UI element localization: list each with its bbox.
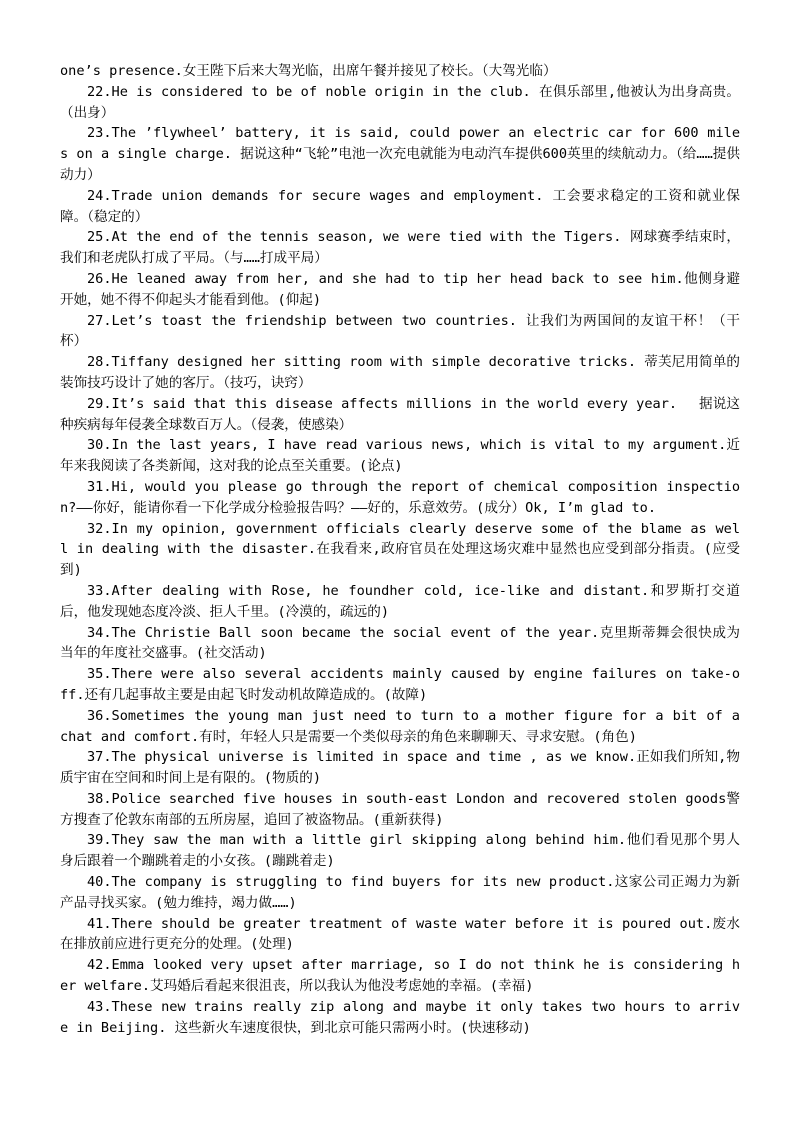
paragraph-43: 43.These new trains really zip along and maybe it only takes two hours to arrive in Beijing. 这些新火车速度很快，到北京可能只需两小时。(快速移动)	[60, 998, 740, 1036]
paragraph-37: 37.The physical universe is limited in space and time , as we know.正如我们所知,物质宇宙在空间和时间上是有限的。(物质的)	[60, 749, 740, 787]
paragraph-35: 35.There were also several accidents mainly caused by engine failures on take-off.还有几起事故主要是由起飞时发动机故障造成的。(故障)	[60, 666, 740, 703]
paragraph-39: 39.They saw the man with a little girl skipping along behind him.他们看见那个男人身后跟着一个蹦跳着走的小女孩。(蹦跳着走)	[60, 832, 740, 870]
paragraph-23: 23.The ’flywheel’ battery, it is said, could power an electric car for 600 miles on a single charge. 据说这种“飞轮”电池一次充电就能为电动汽车提供600英里的续航动力。（给……提供动力）	[60, 125, 740, 183]
paragraph-33: 33.After dealing with Rose, he foundher cold, ice-like and distant.和罗斯打交道后，他发现她态度冷淡、拒人千里。(冷漠的，疏远的)	[60, 582, 740, 620]
paragraph-22: 22.He is considered to be of noble origin in the club. 在俱乐部里,他被认为出身高贵。（出身）	[60, 83, 740, 121]
paragraph-26: 26.He leaned away from her, and she had to tip her head back to see him.他侧身避开她，她不得不仰起头才能看到他。(仰起)	[60, 270, 740, 308]
paragraph-42: 42.Emma looked very upset after marriage, so I do not think he is considering her welfare.艾玛婚后看起来很沮丧，所以我认为他没考虑她的幸福。(幸福)	[60, 957, 740, 995]
paragraph-34: 34.The Christie Ball soon became the social event of the year.克里斯蒂舞会很快成为当年的年度社交盛事。(社交活动)	[60, 624, 740, 662]
paragraph-24: 24.Trade union demands for secure wages and employment. 工会要求稳定的工资和就业保障。（稳定的）	[60, 187, 740, 225]
paragraph-28: 28.Tiffany designed her sitting room with simple decorative tricks. 蒂芙尼用简单的装饰技巧设计了她的客厅。（技巧，诀窍）	[60, 354, 740, 391]
paragraph-38: 38.Police searched five houses in south-east London and recovered stolen goods警方搜查了伦敦东南部的五所房屋，追回了被盗物品。(重新获得)	[60, 790, 740, 828]
paragraph-21-continued: one’s presence.女王陛下后来大驾光临，出席午餐并接见了校长。（大驾光临）	[60, 63, 557, 79]
paragraph-41: 41.There should be greater treatment of waste water before it is poured out.废水在排放前应进行更充分的处理。(处理)	[60, 915, 740, 953]
paragraph-27: 27.Let’s toast the friendship between two countries. 让我们为两国间的友谊干杯！（干杯）	[60, 312, 740, 350]
document-page	[60, 61, 740, 1038]
paragraph-32: 32.In my opinion, government officials clearly deserve some of the blame as well in dealing with the disaster.在我看来,政府官员在处理这场灾难中显然也应受到部分指责。(应受到)	[60, 520, 740, 579]
paragraph-25: 25.At the end of the tennis season, we were tied with the Tigers. 网球赛季结束时，我们和老虎队打成了平局。（与……打成平局）	[60, 229, 740, 267]
paragraph-31: 31.Hi, would you please go through the report of chemical composition inspection?——你好，能请你看一下化学成分检验报告吗？——好的，乐意效劳。(成分）Ok, I’m glad to.	[60, 478, 740, 516]
paragraph-40: 40.The company is struggling to find buyers for its new product.这家公司正竭力为新产品寻找买家。(勉力维持，竭力做……)	[60, 874, 740, 911]
paragraph-36: 36.Sometimes the young man just need to turn to a mother figure for a bit of a chat and comfort.有时，年轻人只是需要一个类似母亲的角色来聊聊天、寻求安慰。(角色)	[60, 707, 740, 745]
paragraph-29: 29.It’s said that this disease affects millions in the world every year. 据说这种疾病每年侵袭全球数百万人。（侵袭，使感染）	[60, 395, 740, 433]
paragraph-30: 30.In the last years, I have read various news, which is vital to my argument.近年来我阅读了各类新闻，这对我的论点至关重要。(论点)	[60, 437, 740, 475]
